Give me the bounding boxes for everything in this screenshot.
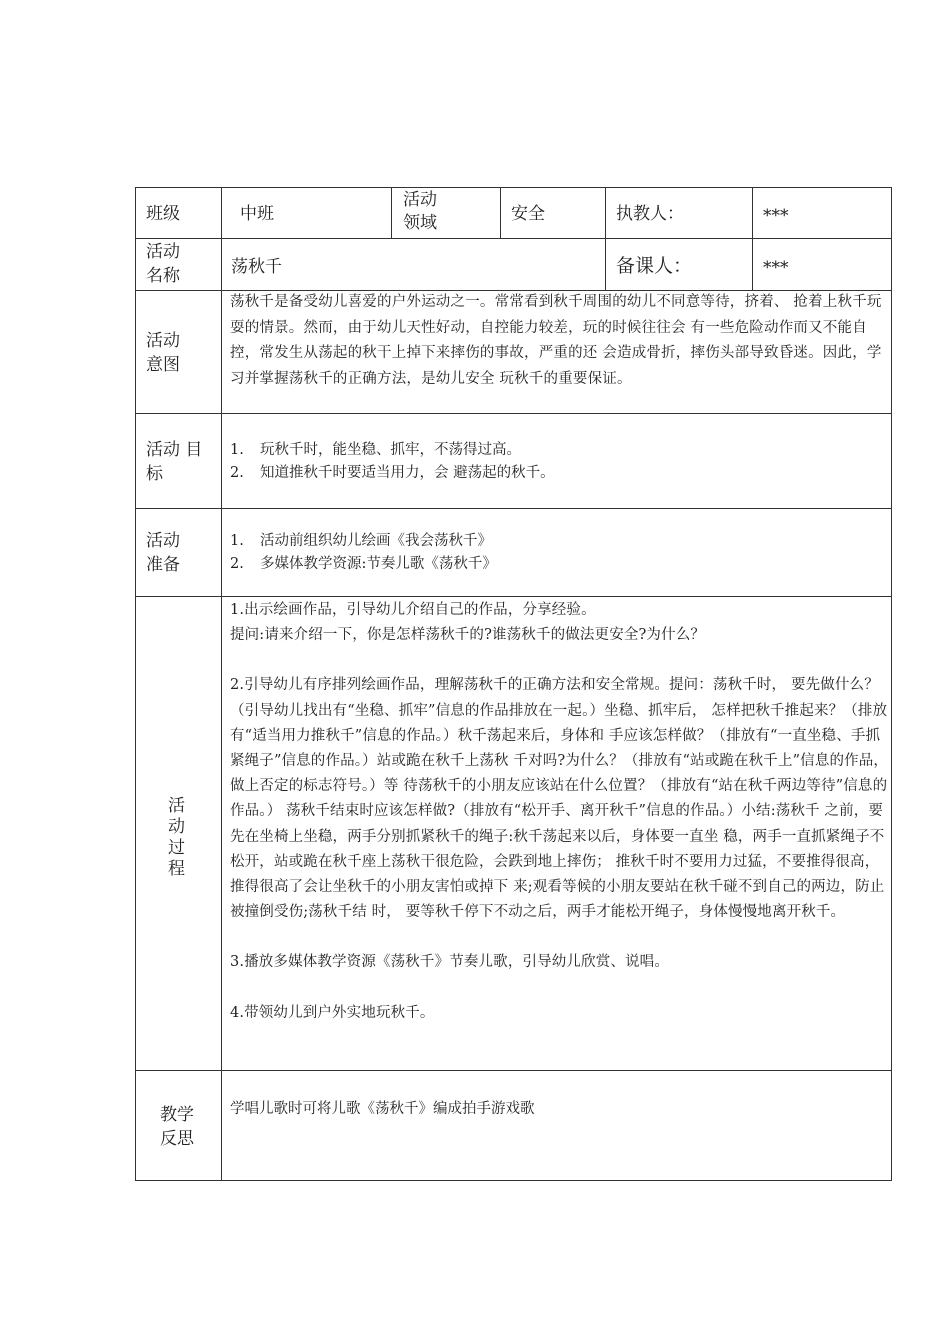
preparer-label: 备课人： — [616, 255, 693, 277]
prep-list — [230, 530, 880, 576]
process-step-4: 4.带领幼儿到户外实地玩秋千。 — [230, 1004, 435, 1021]
intent-text: 荡秋千是备受幼儿喜爱的户外运动之一。常常看到秋千周围的幼儿不同意等待，挤着、 抢着上秋千玩耍的情景。然而，由于幼儿天性好动，自控能力较差，玩的时候往往会 有一些危险动作而又不能自控，常发生从荡起的秋干上掉下来摔伤的事故，严重的还 会造成骨折，摔伤头部导致昏迷。因此，学习并掌握荡秋千的正确方法，是幼儿安全 玩秋千的重要保证。 — [230, 294, 882, 387]
reflection-label: 教学 反思 — [160, 1105, 194, 1149]
process-content — [230, 598, 892, 1026]
list-number: 1. — [230, 533, 244, 549]
reflection-text: 学唱儿歌时可将儿歌《荡秋千》编成拍手游戏歌 — [230, 1101, 535, 1117]
process-label: 活 动 过 程 — [168, 796, 185, 879]
activity-name-value: 荡秋千 — [231, 257, 282, 277]
process-step-1: 1.出示绘画作品，引导幼儿介绍自己的作品，分享经验。 — [230, 602, 596, 618]
intent-label: 活动 意图 — [146, 331, 180, 375]
process-step-3: 3.播放多媒体教学资源《荡秋千》节奏儿歌，引导幼儿欣赏、说唱。 — [230, 954, 669, 971]
prep-label: 活动 准备 — [146, 531, 180, 575]
teacher-value: *** — [763, 206, 789, 226]
activity-name-label: 活动 名称 — [146, 242, 180, 286]
list-text: 多媒体教学资源:节奏儿歌《荡秋千》 — [260, 556, 497, 572]
list-text: 知道推秋千时要适当用力，会 避荡起的秋千。 — [260, 465, 555, 481]
goals-label: 活动 目 标 — [146, 440, 203, 484]
list-number: 2. — [230, 465, 244, 481]
process-step-2: 2.引导幼儿有序排列绘画作品，理解荡秋千的正确方法和安全常规。提问：荡秋千时， 要先做什么？（引导幼儿找出有“坐稳、抓牢”信息的作品排放在一起。）坐稳、抓牢后， 怎样把秋千推起来？（排放有“适当用力推秋千”信息的作品。）秋千荡起来后，身体和 手应该怎样做？（排放有“一直坐稳、手抓紧绳子”信息的作品。）站或跪在秋千上荡秋 千对吗?为什么？（排放有“站或跪在秋千上”信息的作品，做上否定的标志符号。）等 待荡秋千的小朋友应该站在什么位置？（排放有“站在秋千两边等待”信息的作品。） 荡秋千结束时应该怎样做?（排放有“松开手、离开秋千”信息的作品。）小结:荡秋千 之前，要先在坐椅上坐稳，两手分别抓紧秋千的绳子:秋千荡起来以后，身体要一直坐 稳，两手一直抓紧绳子不松开，站或跪在秋千座上荡秋干很危险，会跌到地上摔伤； 推秋千时不要用力过猛，不要推得很高，推得很高了会让坐秋千的小朋友害怕或掉下 来;观看等候的小朋友要站在秋千碰不到自己的两边，防止被撞倒受伤;荡秋千结 时， 要等秋千停下不动之后，两手才能松开绳子，身体慢慢地离开秋千。 — [230, 677, 889, 921]
goals-list — [230, 439, 880, 485]
list-item — [230, 462, 880, 485]
process-step-1-question: 提问:请来介绍一下，你是怎样荡秋千的?谁荡秋千的做法更安全?为什么？ — [230, 627, 706, 644]
class-value: 中班 — [240, 204, 274, 224]
list-number: 1. — [230, 442, 244, 458]
teacher-label: 执教人： — [616, 204, 684, 224]
preparer-value: *** — [763, 258, 789, 278]
list-number: 2. — [230, 556, 244, 572]
list-item — [230, 553, 880, 576]
domain-value: 安全 — [511, 204, 545, 224]
list-text: 玩秋千时，能坐稳、抓牢，不荡得过高。 — [260, 442, 521, 458]
domain-label: 活动 领域 — [403, 190, 437, 233]
list-text: 活动前组织幼儿绘画《我会荡秋千》 — [260, 533, 492, 549]
list-item — [230, 439, 880, 462]
list-item — [230, 530, 880, 553]
class-label: 班级 — [146, 204, 180, 224]
